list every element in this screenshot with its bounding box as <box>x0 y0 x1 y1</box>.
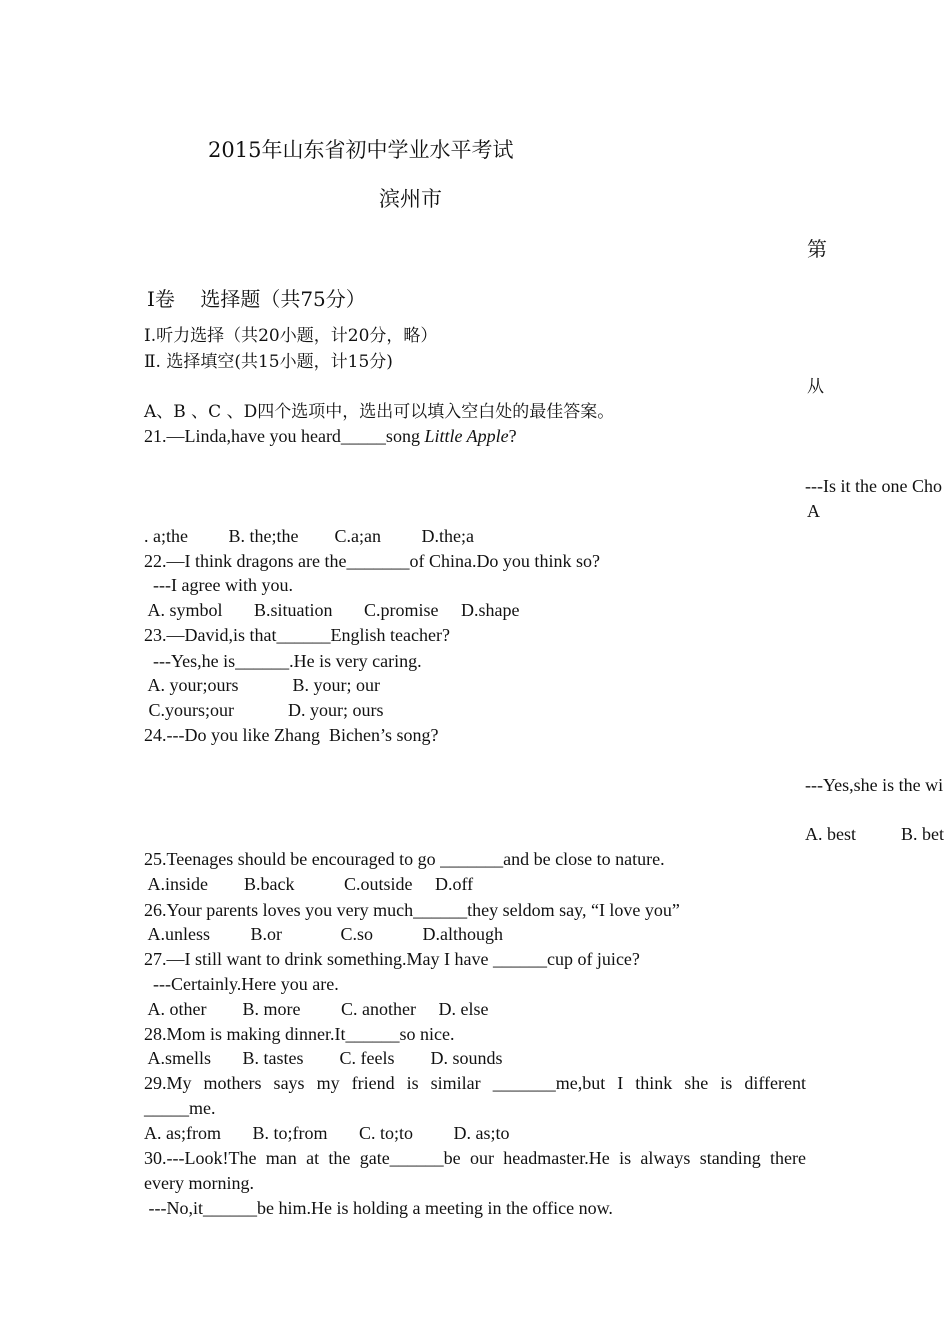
q23-options-2: C.yours;our D. your; ours <box>144 700 384 720</box>
q24-options-margin: A. best B. bet <box>805 824 944 844</box>
section-part1: Ⅰ卷 选择题（共75分） <box>147 287 366 311</box>
q22-options: A. symbol B.situation C.promise D.shape <box>144 600 520 620</box>
q25-options: A.inside B.back C.outside D.off <box>144 874 474 894</box>
q28-stem: 28.Mom is making dinner.It______so nice. <box>144 1024 455 1044</box>
q21-stem: 21.—Linda,have you heard_____song Little Apple? <box>144 426 517 446</box>
q23-stem: 23.—David,is that______English teacher? <box>144 625 450 645</box>
q22-stem: 22.—I think dragons are the_______of China.Do you think so? <box>144 551 600 571</box>
q26-options: A.unless B.or C.so D.although <box>144 924 504 944</box>
section-fill: Ⅱ. 选择填空(共15小题，计15分) <box>144 352 393 372</box>
q23-options-1: A. your;ours B. your; our <box>144 675 380 695</box>
q27-reply: ---Certainly.Here you are. <box>144 974 339 994</box>
q22-reply: ---I agree with you. <box>144 575 293 595</box>
song-title: Little Apple <box>424 426 509 446</box>
q23-reply: ---Yes,he is______.He is very caring. <box>144 651 422 671</box>
q21-options: . a;the B. the;the C.a;an D.the;a <box>144 526 474 546</box>
q29-stem-line2: _____me. <box>144 1098 216 1118</box>
q25-stem: 25.Teenages should be encouraged to go _______and be close to nature. <box>144 849 665 869</box>
margin-cong: 从 <box>807 377 824 397</box>
q24-reply-margin: ---Yes,she is the wi <box>805 775 944 795</box>
q29-options: A. as;from B. to;from C. to;to D. as;to <box>144 1123 510 1143</box>
q30-stem-line1: 30.---Look!The man at the gate______be our headmaster.He is always standing there <box>144 1148 806 1168</box>
q26-stem: 26.Your parents loves you very much______they seldom say, “I love you” <box>144 900 680 920</box>
q24-stem: 24.---Do you like Zhang Bichen’s song? <box>144 725 439 745</box>
q21-a-margin: A <box>807 501 820 521</box>
q29-stem-line1: 29.My mothers says my friend is similar _______me,but I think she is different <box>144 1073 806 1093</box>
instruction: A、B 、C 、D四个选项中，选出可以填入空白处的最佳答案。 <box>144 402 615 422</box>
q27-options: A. other B. more C. another D. else <box>144 999 489 1019</box>
q27-stem: 27.—I still want to drink something.May I have ______cup of juice? <box>144 949 640 969</box>
q30-reply: ---No,it______be him.He is holding a meeting in the office now. <box>144 1198 613 1218</box>
margin-di: 第 <box>807 237 827 261</box>
q21-reply-margin: ---Is it the one Cho <box>805 476 942 496</box>
section-listening: I.听力选择（共20小题，计20分，略） <box>144 326 438 346</box>
q30-stem-line2: every morning. <box>144 1173 254 1193</box>
exam-city: 滨州市 <box>379 187 442 211</box>
exam-title: 2015年山东省初中学业水平考试 <box>208 138 514 162</box>
q28-options: A.smells B. tastes C. feels D. sounds <box>144 1048 503 1068</box>
